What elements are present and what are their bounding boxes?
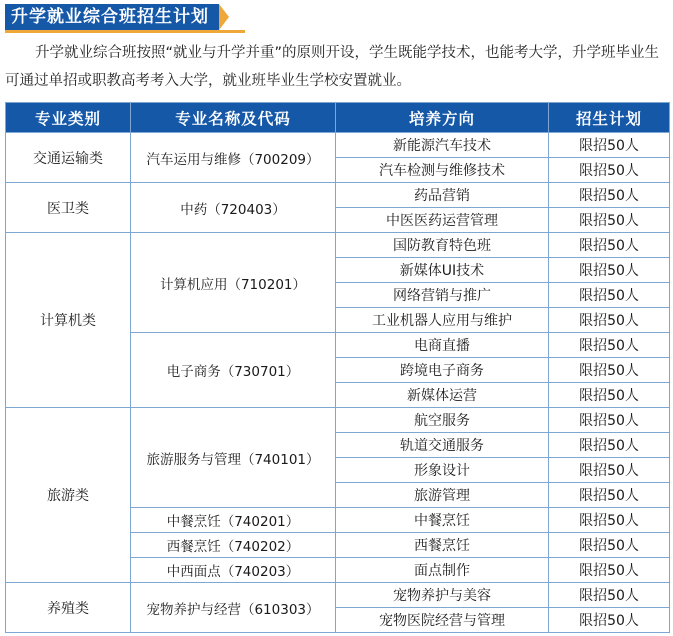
table-row <box>6 233 670 258</box>
major-cell: 中餐烹饪（740201） <box>131 508 336 533</box>
direction-cell: 新媒体UI技术 <box>336 258 549 283</box>
direction-cell: 新媒体运营 <box>336 383 549 408</box>
direction-cell: 中餐烹饪 <box>336 508 549 533</box>
major-cell: 中药（720403） <box>131 183 336 233</box>
header-category: 专业类别 <box>6 103 131 133</box>
direction-cell: 旅游管理 <box>336 483 549 508</box>
enrollment-plan-table <box>5 102 670 633</box>
quota-cell: 限招50人 <box>549 533 670 558</box>
direction-cell: 新能源汽车技术 <box>336 133 549 158</box>
category-cell: 计算机类 <box>6 233 131 408</box>
quota-cell: 限招50人 <box>549 333 670 358</box>
quota-cell: 限招50人 <box>549 508 670 533</box>
quota-cell: 限招50人 <box>549 433 670 458</box>
intro-paragraph: 升学就业综合班按照“就业与升学并重”的原则开设，学生既能学技术，也能考大学，升学班毕业生可通过单招或职教高考考入大学，就业班毕业生学校安置就业。 <box>5 45 660 89</box>
direction-cell: 轨道交通服务 <box>336 433 549 458</box>
quota-cell: 限招50人 <box>549 608 670 633</box>
category-cell: 养殖类 <box>6 583 131 633</box>
header-direction: 培养方向 <box>336 103 549 133</box>
direction-cell: 国防教育特色班 <box>336 233 549 258</box>
quota-cell: 限招50人 <box>549 133 670 158</box>
table-row <box>6 408 670 433</box>
category-cell: 旅游类 <box>6 408 131 583</box>
direction-cell: 汽车检测与维修技术 <box>336 158 549 183</box>
quota-cell: 限招50人 <box>549 458 670 483</box>
title-banner-arrow <box>219 4 229 30</box>
direction-cell: 药品营销 <box>336 183 549 208</box>
header-major: 专业名称及代码 <box>131 103 336 133</box>
header-quota: 招生计划 <box>549 103 670 133</box>
quota-cell: 限招50人 <box>549 158 670 183</box>
table-header-row <box>6 103 670 133</box>
major-cell: 西餐烹饪（740202） <box>131 533 336 558</box>
section-title-banner <box>5 4 229 30</box>
major-cell: 电子商务（730701） <box>131 333 336 408</box>
major-cell: 汽车运用与维修（700209） <box>131 133 336 183</box>
quota-cell: 限招50人 <box>549 283 670 308</box>
quota-cell: 限招50人 <box>549 308 670 333</box>
major-cell: 中西面点（740203） <box>131 558 336 583</box>
direction-cell: 跨境电子商务 <box>336 358 549 383</box>
direction-cell: 工业机器人应用与维护 <box>336 308 549 333</box>
direction-cell: 电商直播 <box>336 333 549 358</box>
category-cell: 交通运输类 <box>6 133 131 183</box>
quota-cell: 限招50人 <box>549 258 670 283</box>
table-row <box>6 133 670 158</box>
direction-cell: 形象设计 <box>336 458 549 483</box>
quota-cell: 限招50人 <box>549 233 670 258</box>
quota-cell: 限招50人 <box>549 483 670 508</box>
section-title: 升学就业综合班招生计划 <box>5 4 219 30</box>
quota-cell: 限招50人 <box>549 383 670 408</box>
major-cell: 旅游服务与管理（740101） <box>131 408 336 508</box>
quota-cell: 限招50人 <box>549 583 670 608</box>
quota-cell: 限招50人 <box>549 208 670 233</box>
direction-cell: 中医医药运营管理 <box>336 208 549 233</box>
direction-cell: 面点制作 <box>336 558 549 583</box>
category-cell: 医卫类 <box>6 183 131 233</box>
direction-cell: 航空服务 <box>336 408 549 433</box>
direction-cell: 宠物养护与美容 <box>336 583 549 608</box>
quota-cell: 限招50人 <box>549 408 670 433</box>
table-row <box>6 583 670 608</box>
quota-cell: 限招50人 <box>549 183 670 208</box>
major-cell: 计算机应用（710201） <box>131 233 336 333</box>
major-cell: 宠物养护与经营（610303） <box>131 583 336 633</box>
quota-cell: 限招50人 <box>549 358 670 383</box>
direction-cell: 宠物医院经营与管理 <box>336 608 549 633</box>
table-row <box>6 183 670 208</box>
direction-cell: 网络营销与推广 <box>336 283 549 308</box>
direction-cell: 西餐烹饪 <box>336 533 549 558</box>
title-underline <box>5 30 245 33</box>
quota-cell: 限招50人 <box>549 558 670 583</box>
